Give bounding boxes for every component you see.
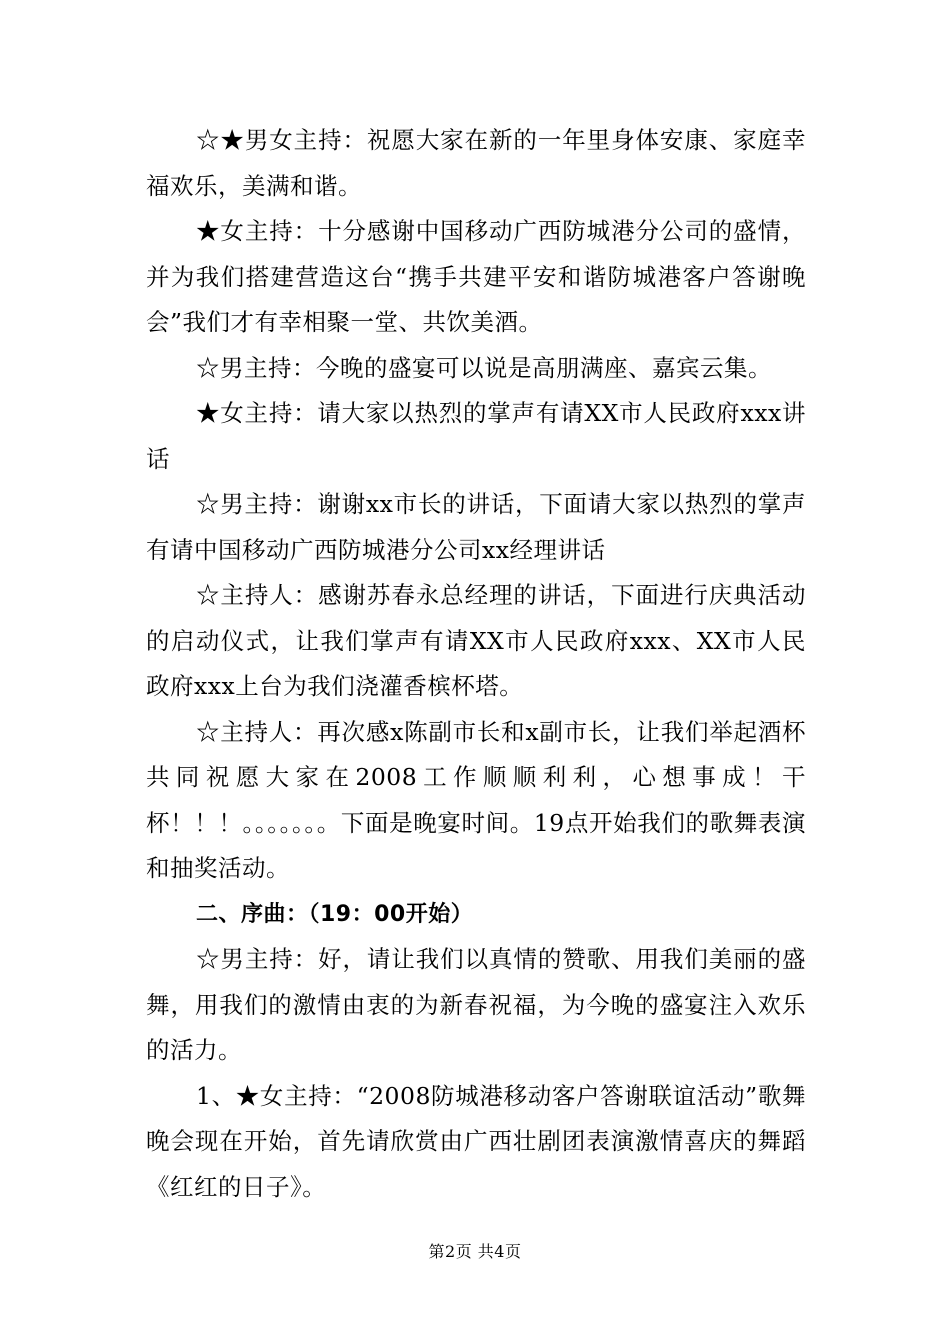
paragraph-toast: ☆主持人：再次感x陈副市长和x副市长，让我们举起酒杯共同祝愿大家在2008工作顺顺利利，心想事成！干杯！！！。。。。。。。下面是晚宴时间。19点开始我们的歌舞表演和抽奖活动。 — [146, 717, 806, 882]
paragraph-ceremony: ☆主持人：感谢苏春永总经理的讲话，下面进行庆典活动的启动仪式，让我们掌声有请XX市人民政府xxx、XX市人民政府xxx上台为我们浇灌香槟杯塔。 — [146, 581, 806, 700]
paragraph-manager-speech: ☆男主持：谢谢xx市长的讲话，下面请大家以热烈的掌声有请中国移动广西防城港分公司xx经理讲话 — [146, 490, 806, 564]
paragraph-banquet: ☆男主持：今晚的盛宴可以说是高朋满座、嘉宾云集。 — [196, 353, 772, 382]
paragraph-opening-dance: 1、★女主持：“2008防城港移动客户答谢联谊活动”歌舞晚会现在开始，首先请欣赏由广西壮剧团表演激情喜庆的舞蹈《红红的日子》。 — [146, 1081, 806, 1201]
paragraph-blessing: ☆★男女主持：祝愿大家在新的一年里身体安康、家庭幸福欢乐，美满和谐。 — [146, 126, 806, 200]
document-body — [146, 118, 806, 1210]
paragraph-prelude: ☆男主持：好，请让我们以真情的赞歌、用我们美丽的盛舞，用我们的激情由衷的为新春祝福，为今晚的盛宴注入欢乐的活力。 — [146, 945, 806, 1064]
paragraph-thanks: ★女主持：十分感谢中国移动广西防城港分公司的盛情，并为我们搭建营造这台“携手共建平安和谐防城港客户答谢晚会”我们才有幸相聚一堂、共饮美酒。 — [146, 217, 806, 336]
page-footer: 第2页 共4页 — [428, 1242, 522, 1261]
paragraph-government-speech: ★女主持：请大家以热烈的掌声有请XX市人民政府xxx讲话 — [146, 399, 806, 473]
section-heading: 二、序曲：（19：00开始） — [196, 901, 474, 927]
